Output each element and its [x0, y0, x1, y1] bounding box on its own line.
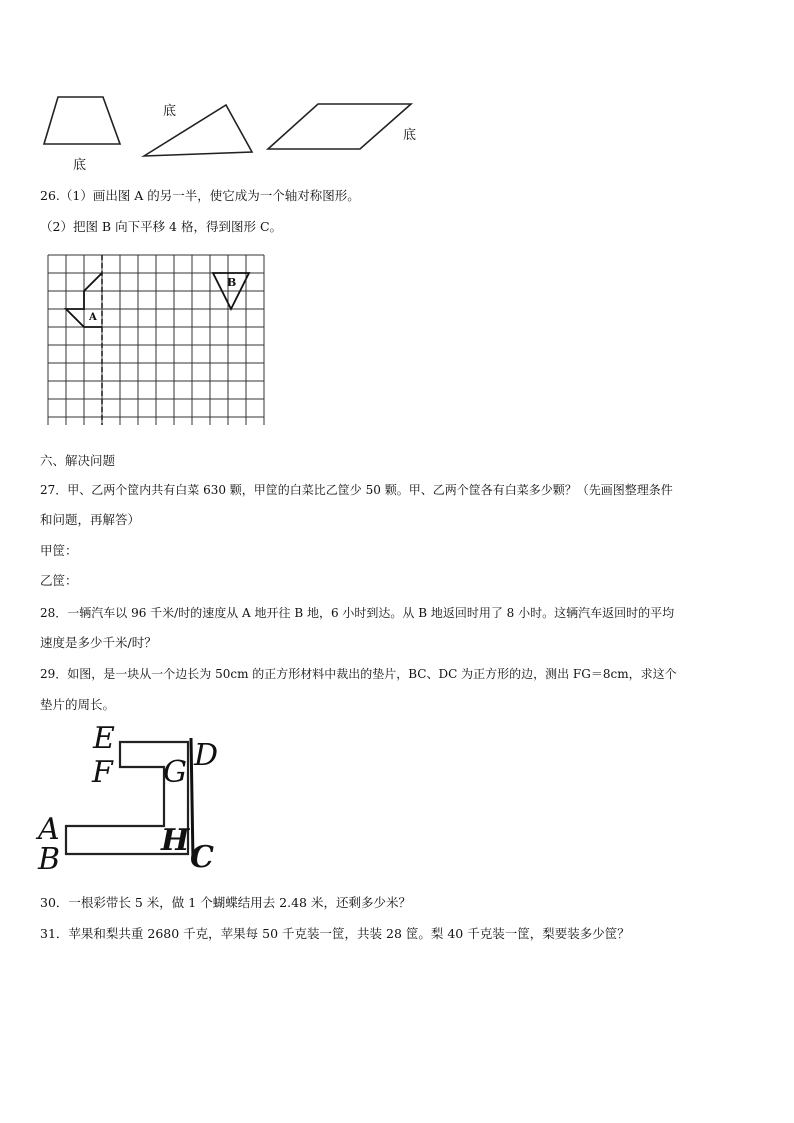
point-f-label: F: [92, 755, 113, 790]
parallelogram-base-label: 底: [403, 128, 417, 143]
parallelogram-shape: [268, 104, 411, 149]
triangle-base-label: 底: [163, 104, 177, 119]
figure-a-label: A: [89, 312, 97, 323]
point-a-label: A: [38, 812, 60, 847]
section6-title: 六、解决问题: [40, 453, 116, 468]
trapezoid-shape: [44, 97, 120, 144]
figure-b-label: B: [227, 276, 237, 289]
q28-line2: 速度是多少千米/时？: [40, 635, 157, 650]
point-b-label: B: [38, 842, 61, 877]
q29-line2: 垫片的周长。: [40, 697, 116, 712]
point-h-label: H: [161, 823, 190, 858]
point-e-label: E: [93, 721, 115, 756]
q26-grid-figure: [40, 250, 272, 440]
base-shapes-figure: [0, 0, 794, 175]
q28-line1: 28．一辆汽车以 96 千米/时的速度从 A 地开往 B 地，6 小时到达。从 B 地返回时用了 8 小时。这辆汽车返回时的平均: [40, 606, 675, 620]
q27-line1: 27．甲、乙两个筐内共有白菜 630 颗，甲筐的白菜比乙筐少 50 颗。甲、乙两个筐各有白菜多少颗？（先画图整理条件: [40, 483, 673, 497]
q27-line2: 和问题，再解答）: [40, 512, 141, 527]
q26-part1: 26.（1）画出图 A 的另一半，使它成为一个轴对称图形。: [40, 188, 360, 203]
triangle-shape: [144, 105, 252, 156]
point-c-label: C: [190, 840, 214, 875]
point-d-label: D: [194, 738, 219, 773]
q30-text: 30．一根彩带长 5 米，做 1 个蝴蝶结用去 2.48 米，还剩多少米？: [40, 895, 411, 910]
q26-part2: （2）把图 B 向下平移 4 格，得到图形 C。: [40, 219, 283, 234]
point-g-label: G: [163, 755, 187, 790]
q27-jia-label: 甲筐：: [40, 543, 78, 558]
q29-line1: 29．如图，是一块从一个边长为 50cm 的正方形材料中裁出的垫片，BC、DC 为正方形的边，测出 FG＝8cm，求这个: [40, 667, 677, 681]
trapezoid-base-label: 底: [73, 158, 87, 173]
q31-text: 31．苹果和梨共重 2680 千克，苹果每 50 千克装一筐，共装 28 筐。梨 40 千克装一筐，梨要装多少筐？: [40, 926, 630, 941]
q27-yi-label: 乙筐：: [40, 573, 78, 588]
